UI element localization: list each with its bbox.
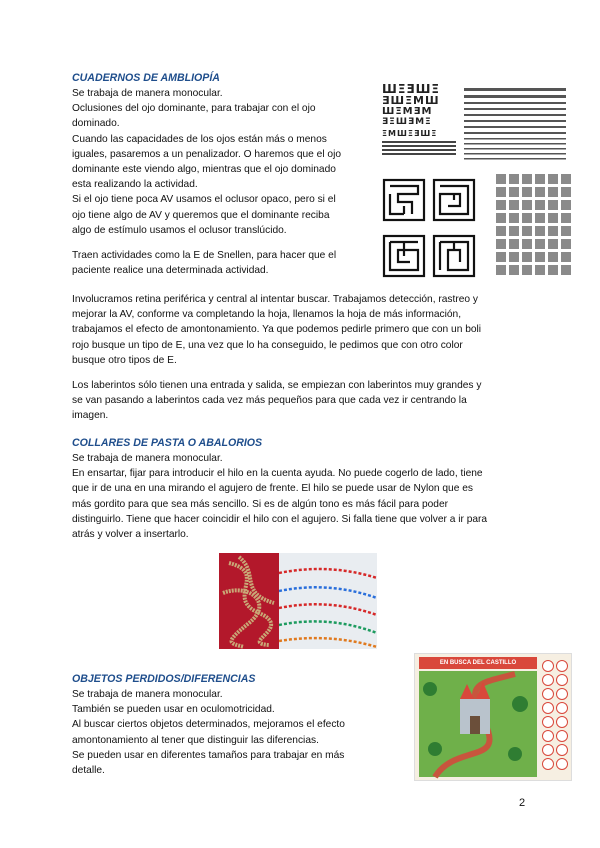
involucramos-paragraph [72, 292, 532, 368]
text-line: Al buscar ciertos objetos determinados, mejoramos el efecto [72, 719, 345, 731]
cuadernos-text [72, 86, 372, 238]
crowding-rows-graphic [462, 86, 568, 166]
puzzle-title: EN BUSCA DEL CASTILLO [419, 657, 537, 669]
text-line: paciente realice una determinada actividad. [72, 265, 269, 277]
text-line: busque otro tipos de E. [72, 354, 177, 366]
heading-collares: COLLARES DE PASTA O ABALORIOS [72, 437, 263, 449]
heading-cuadernos: CUADERNOS DE AMBLIOPÍA [72, 72, 220, 84]
text-line: atrás y volver a insertarlo. [72, 529, 189, 541]
text-line: amontonamiento al tener que distinguir las diferencias. [72, 734, 319, 746]
objetos-text [72, 687, 372, 778]
text-line: Oclusiones del ojo dominante, para trabajar con el ojo [72, 103, 316, 115]
collares-text [72, 451, 532, 542]
heading-objetos: OBJETOS PERDIDOS/DIFERENCIAS [72, 673, 256, 685]
text-line: Se trabaja de manera monocular. [72, 689, 223, 700]
puzzle-scene-graphic [415, 654, 571, 780]
text-line: mejorar la AV, conforme va completando la hoja, llenamos la hoja de más información, [72, 309, 462, 321]
text-line: dominado. [72, 118, 120, 130]
text-line: Traen actividades como la E de Snellen, para hacer que el [72, 250, 337, 261]
text-line: También se pueden usar en oculomotricidad. [72, 704, 275, 716]
symbol-grid [494, 172, 572, 280]
text-line: distinguirlo. Tiene que hacer coincidir el hilo con el agujero. Si falla tiene que volver a ir para [72, 513, 488, 525]
snellen-row: ƎΞШƎМΞ [382, 117, 432, 127]
snellen-row: ШΞМƎМ [382, 106, 433, 117]
pasta-necklace-photo [219, 553, 279, 649]
text-line: algo de estímulo usamos el oclusor translúcido. [72, 224, 287, 236]
hidden-objects-puzzle [414, 653, 572, 781]
text-line: trabajamos el efecto de amontonamiento. Ya que podemos pedirle primero que con un boli [72, 324, 482, 336]
snellen-row: ƎШΞМШ [382, 94, 440, 107]
mazes-figure [382, 178, 480, 280]
snellen-row: ШΞƎШΞ [382, 84, 441, 96]
snellen-small-rows [382, 141, 456, 157]
text-line: Cuando las capacidades de los ojos están más o menos [72, 133, 327, 145]
text-line: Si el ojo tiene poca AV usamos el oclusor opaco, pero si el [72, 194, 336, 206]
text-line: iguales, pasaremos a un penalizador. O haremos que el ojo [72, 148, 342, 160]
text-line: Los laberintos sólo tienen una entrada y salida, se empiezan con laberintos muy grandes y [72, 380, 482, 391]
text-line: esta realizando la actividad. [72, 179, 198, 191]
maze-graphics [382, 178, 480, 280]
text-line: En ensartar, fijar para introducir el hilo en la cuenta ayuda. No puede cogerlo de lado, tiene [72, 468, 483, 480]
text-line: que ir de una en una mirando el agujero de frente. El hilo se puede usar de Nylon que es [72, 483, 473, 495]
text-line: Se trabaja de manera monocular. [72, 453, 223, 464]
text-line: rojo busque un tipo de E, una vez que lo ha conseguido, le pedimos que con otro color [72, 339, 463, 351]
text-line: Se pueden usar en diferentes tamaños para trabajar en más [72, 749, 345, 761]
text-line: detalle. [72, 765, 105, 777]
text-line: dominante este viendo algo, mientras que el ojo dominado [72, 164, 336, 176]
text-line: más gordito para que sea más sencillo. Si es de algún tono es más fácil para poder [72, 498, 449, 510]
beaded-necklace-graphic [279, 553, 377, 649]
pasta-necklace-graphic [219, 553, 279, 649]
page-number: 2 [519, 797, 526, 809]
text-line: se van pasando a laberintos cada vez más pequeños para que cada vez ir centrando la [72, 395, 467, 407]
snellen-text [72, 248, 372, 278]
laberintos-paragraph [72, 378, 532, 424]
text-line: imagen. [72, 410, 109, 422]
snellen-row: ΞΜШΞƎШΞ [382, 129, 438, 138]
beaded-necklace-photo [279, 553, 377, 649]
symbol-grid-graphic [494, 172, 572, 280]
text-line: Involucramos retina periférica y central al intentar buscar. Trabajamos detección, rastreo y [72, 294, 478, 305]
crowding-chart [462, 86, 568, 166]
text-line: ojo tiene algo de AV y queremos que el dominante reciba [72, 209, 330, 221]
text-line: Se trabaja de manera monocular. [72, 88, 223, 99]
snellen-e-chart [382, 84, 456, 164]
